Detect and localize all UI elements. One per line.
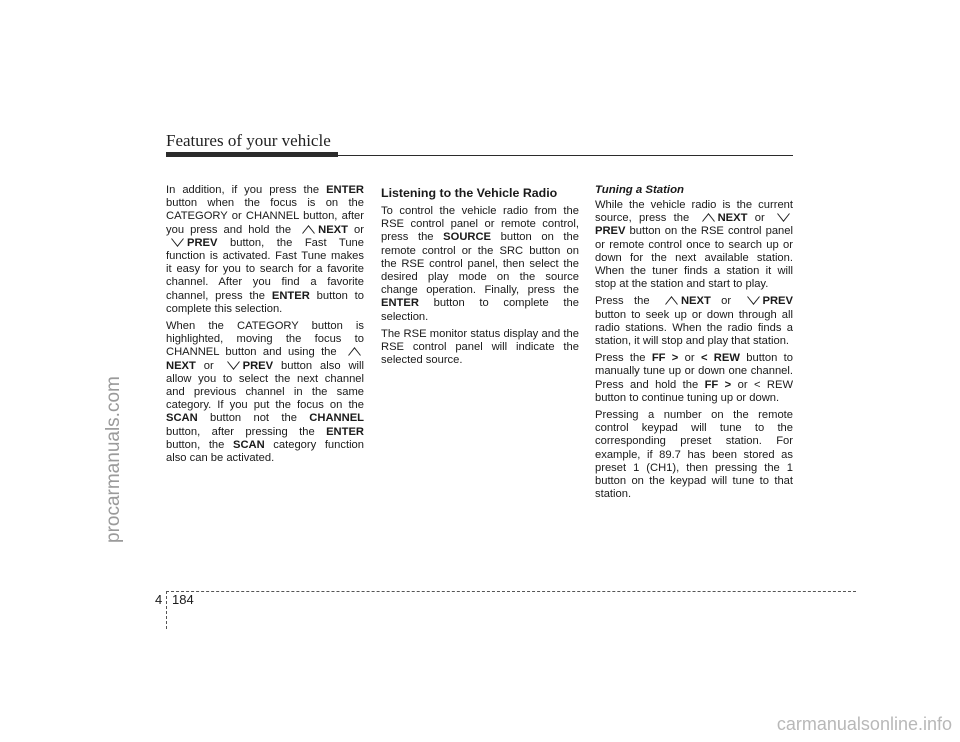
down-arrow-icon <box>171 238 184 247</box>
source-label: SOURCE <box>443 231 492 244</box>
paragraph-category: When the CATEGORY button is highlighted, moving the focus to CHANNEL button and using the NEXT or PREV button also will allow you to select the next channel and previous channel in the same category. If you put the focus on the SCAN button not the CHANNEL button, after pressing the ENTER button, the SCAN category function also can be activated. <box>166 320 364 465</box>
watermark-bottom: carmanualsonline.info <box>776 714 952 734</box>
column-2 <box>381 186 579 371</box>
ff-label: FF > <box>704 378 732 391</box>
enter-label: ENTER <box>326 184 364 196</box>
column-1 <box>166 184 364 469</box>
prev-label: PREV <box>187 236 218 249</box>
paragraph-status-display: The RSE monitor status display and the RSE control panel will indicate the selected source. <box>381 327 579 367</box>
scan-label: SCAN <box>232 438 265 451</box>
paragraph-search-station: While the vehicle radio is the current source, press the NEXT or PREV button on the RSE control panel or remote control once to search up or down for the next available station. When the tuner finds a station it will stop at the station and start to play. <box>595 199 793 291</box>
up-arrow-icon <box>665 296 678 305</box>
scan-label: SCAN <box>166 412 198 425</box>
page-number: 184 <box>172 592 194 607</box>
paragraph-vehicle-radio: To control the vehicle radio from the RSE control panel or remote control, press the SOURCE button on the remote control or the SRC button on the RSE control panel, then select the desired play mode on the source change operation. Finally, press the ENTER button to complete the selection. <box>381 205 579 323</box>
enter-label: ENTER <box>271 289 310 302</box>
down-arrow-icon <box>747 296 760 305</box>
next-label: NEXT <box>166 359 196 372</box>
rew-label: < REW <box>700 352 740 365</box>
enter-label: ENTER <box>381 297 419 310</box>
paragraph-preset: Pressing a number on the remote control keypad will tune to the corresponding preset station. For example, if 89.7 has been stored as preset 1 (CH1), then pressing the 1 button on the keypad will tune to that station. <box>595 409 793 501</box>
section-heading: Listening to the Vehicle Radio <box>381 186 558 200</box>
next-label: NEXT <box>717 212 748 225</box>
page-header-title: Features of your vehicle <box>166 131 331 150</box>
paragraph-seek: Press the NEXT or PREV button to seek up or down through all radio stations. When the radio finds a station, it will stop and play that station. <box>595 295 793 348</box>
prev-label: PREV <box>242 359 274 372</box>
paragraph-fast-tune: In addition, if you press the ENTER button when the focus is on the CATEGORY or CHANNEL button, after you press and hold the NEXT or PREV button, the Fast Tune function is activated. Fast Tune makes it easy for you to search for a favorite channel. After you find a favorite channel, press the ENTER button to complete this selection. <box>166 184 365 315</box>
header-rule <box>338 155 793 156</box>
enter-label: ENTER <box>326 425 364 438</box>
ff-label: FF > <box>651 352 679 365</box>
prev-label: PREV <box>595 225 626 238</box>
prev-label: PREV <box>762 295 793 308</box>
down-arrow-icon <box>227 361 240 370</box>
header-bar <box>166 152 338 157</box>
column-3 <box>595 184 793 505</box>
up-arrow-icon <box>702 213 715 222</box>
paragraph-manual-tune: Press the FF > or < REW button to manually tune up or down one channel. Press and hold the FF > or < REW button to continue tuning up or down. <box>595 352 794 404</box>
chapter-number: 4 <box>155 592 163 607</box>
watermark-left: procarmanuals.com <box>103 376 124 543</box>
footer-vertical-rule <box>166 591 167 629</box>
next-label: NEXT <box>680 295 711 308</box>
subsection-heading: Tuning a Station <box>595 184 685 196</box>
up-arrow-icon <box>348 347 361 356</box>
up-arrow-icon <box>302 225 315 234</box>
footer-rule <box>166 591 856 592</box>
channel-label: CHANNEL <box>309 412 364 425</box>
next-label: NEXT <box>318 223 348 236</box>
down-arrow-icon <box>777 213 790 222</box>
